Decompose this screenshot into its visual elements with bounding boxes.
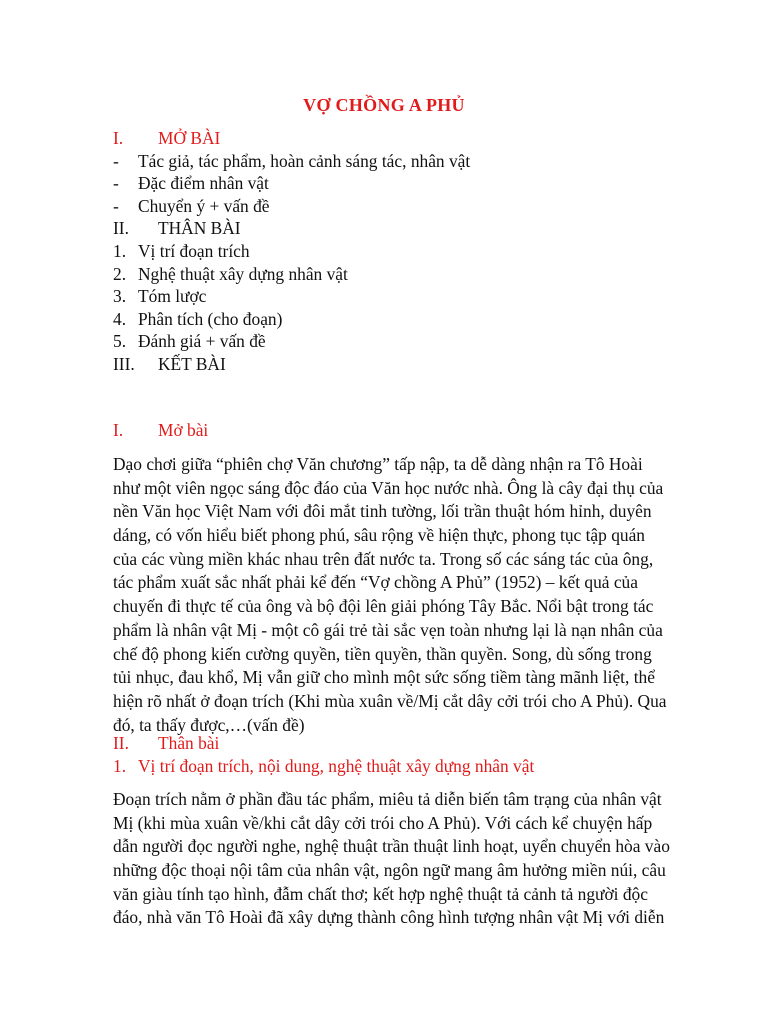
outline-heading-label: THÂN BÀI <box>158 218 241 239</box>
paragraph-line: dáng, có vốn hiểu biết phong phú, sâu rộng về hiện thực, phong tục tập quán <box>113 525 646 546</box>
outline-item <box>113 195 470 218</box>
outline-number: 5. <box>113 331 127 352</box>
bullet-dash: - <box>113 195 119 216</box>
section-heading-than-bai <box>113 733 219 754</box>
paragraph-line: của các vùng miền khác nhau trên đất nước ta. Trong số các sáng tác của ông, <box>113 548 654 569</box>
outline-heading-label: MỞ BÀI <box>158 128 221 148</box>
outline-item-text: Tác giả, tác phẩm, hoàn cảnh sáng tác, nhân vật <box>138 150 471 171</box>
outline <box>113 127 470 376</box>
paragraph-line: văn giàu tính tạo hình, đẫm chất thơ; kết hợp nghệ thuật tả cảnh tả người độc <box>113 883 648 904</box>
outline-number: 4. <box>113 308 127 329</box>
outline-item <box>113 263 470 286</box>
bullet-dash: - <box>113 173 119 194</box>
paragraph-line: phẩm là nhân vật Mị - một cô gái trẻ tài sắc vẹn toàn nhưng lại là nạn nhân của <box>113 619 663 640</box>
outline-heading-ket-bai <box>113 353 470 376</box>
outline-item <box>113 240 470 263</box>
paragraph-line: chế độ phong kiến cường quyền, tiền quyền, thần quyền. Song, dù sống trong <box>113 643 652 664</box>
outline-item-text: Tóm lược <box>138 286 207 307</box>
outline-number: 2. <box>113 263 127 284</box>
section-heading-mo-bai <box>113 420 208 441</box>
paragraph-line: hiện rõ nhất ở đoạn trích (Khi mùa xuân về/Mị cắt dây cởi trói cho A Phủ). Qua <box>113 690 667 711</box>
section-heading-label: Thân bài <box>158 733 220 753</box>
paragraph-line: tác phẩm xuất sắc nhất phải kể đến “Vợ chồng A Phủ” (1952) – kết quả của <box>113 572 638 593</box>
paragraph-mo-bai <box>113 453 673 737</box>
outline-item <box>113 308 470 331</box>
paragraph-line: đó, ta thấy được,…(vấn đề) <box>113 714 305 735</box>
outline-number: 3. <box>113 286 127 307</box>
outline-item-text: Nghệ thuật xây dựng nhân vật <box>138 263 348 284</box>
outline-number: 1. <box>113 240 127 261</box>
bullet-dash: - <box>113 150 119 171</box>
outline-item-text: Đặc điểm nhân vật <box>138 173 269 194</box>
subsection-number: 1. <box>113 756 127 776</box>
subsection-heading-label: Vị trí đoạn trích, nội dung, nghệ thuật xây dựng nhân vật <box>138 756 535 776</box>
paragraph-line: dẫn người đọc người nghe, nghệ thuật trần thuật linh hoạt, uyển chuyển hòa vào <box>113 836 670 857</box>
outline-item-text: Phân tích (cho đoạn) <box>138 308 283 329</box>
outline-heading-label: KẾT BÀI <box>158 353 226 374</box>
outline-heading-than-bai <box>113 217 470 240</box>
paragraph-line: đáo, nhà văn Tô Hoài đã xây dựng thành công hình tượng nhân vật Mị với diễn <box>113 907 665 928</box>
outline-marker: I. <box>113 128 124 148</box>
outline-item <box>113 285 470 308</box>
outline-item-text: Vị trí đoạn trích <box>138 240 250 261</box>
outline-item <box>113 172 470 195</box>
paragraph-than-bai <box>113 788 673 930</box>
outline-marker: II. <box>113 218 129 239</box>
paragraph-line: như một viên ngọc sáng độc đáo của Văn học nước nhà. Ông là cây đại thụ của <box>113 477 664 498</box>
outline-item-text: Chuyển ý + vấn đề <box>138 195 270 216</box>
paragraph-line: những độc thoại nội tâm của nhân vật, ngôn ngữ mang âm hưởng miền núi, câu <box>113 860 666 881</box>
section-heading-label: Mở bài <box>158 420 209 440</box>
paragraph-line: chuyến đi thực tế của ông và bộ đội lên giải phóng Tây Bắc. Nổi bật trong tác <box>113 596 654 617</box>
paragraph-line: Dạo chơi giữa “phiên chợ Văn chương” tấp nập, ta dễ dàng nhận ra Tô Hoài <box>113 454 643 474</box>
paragraph-line: Đoạn trích nằm ở phần đầu tác phẩm, miêu tả diễn biến tâm trạng của nhân vật <box>113 789 662 809</box>
paragraph-line: nền Văn học Việt Nam với đôi mắt tinh tường, lối trần thuật hóm hỉnh, duyên <box>113 501 652 522</box>
outline-marker: III. <box>113 353 135 374</box>
outline-item <box>113 330 470 353</box>
document-title: VỢ CHỒNG A PHỦ <box>303 95 465 115</box>
section-marker: I. <box>113 420 124 440</box>
subsection-heading <box>113 756 534 777</box>
outline-item-text: Đánh giá + vấn đề <box>138 331 266 352</box>
paragraph-line: tủi nhục, đau khổ, Mị vẫn giữ cho mình một sức sống tiềm tàng mãnh liệt, thể <box>113 667 655 688</box>
outline-item <box>113 150 470 173</box>
section-marker: II. <box>113 733 129 753</box>
paragraph-line: Mị (khi mùa xuân về/khi cắt dây cởi trói cho A Phủ). Với cách kể chuyện hấp <box>113 812 653 833</box>
outline-heading-mo-bai <box>113 127 470 150</box>
